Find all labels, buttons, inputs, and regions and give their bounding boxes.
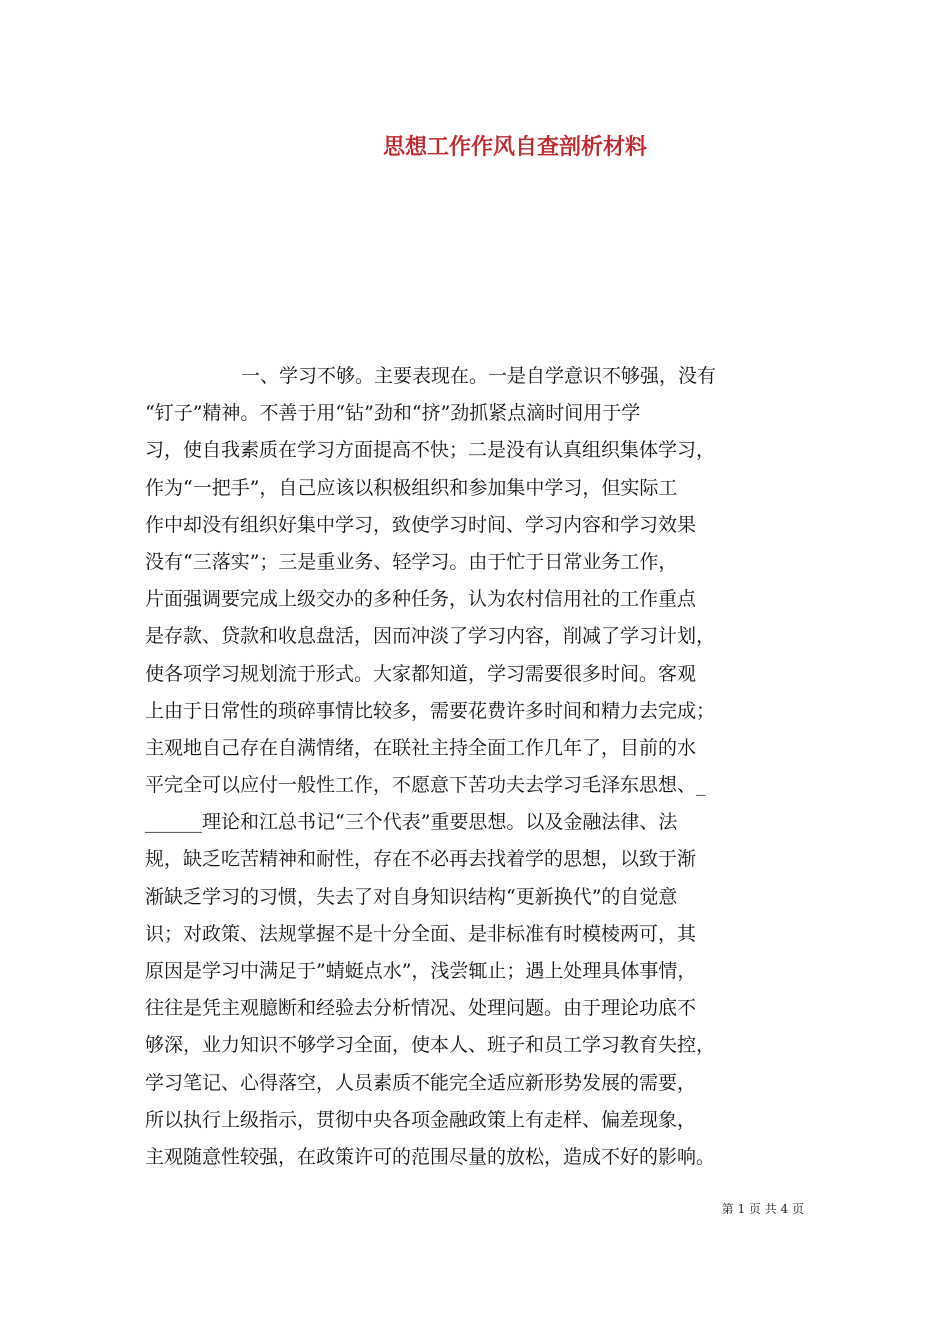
text-line: 片面强调要完成上级交办的多种任务，认为农村信用社的工作重点 [145,588,697,611]
text-line: 所以执行上级指示，贯彻中央各项金融政策上有走样、偏差现象， [145,1108,697,1131]
body-paragraph [145,358,810,1176]
text-line: 够深，业力知识不够学习全面，使本人、班子和员工学习教育失控， [145,1034,716,1057]
text-line: “钉子”精神。不善于用“钻”劲和“挤”劲抓紧点滴时间用于学 [145,402,641,425]
page-title: 思想工作作风自查剖析材料 [382,135,647,160]
text-line: 规，缺乏吃苦精神和耐性，存在不必再去找着学的思想，以致于渐 [145,848,697,871]
text-line: 渐缺乏学习的习惯，失去了对自身知识结构“更新换代”的自觉意 [145,885,678,908]
text-line: 识；对政策、法规掌握不是十分全面、是非标准有时模棱两可，其 [145,922,697,945]
text-line: 上由于日常性的琐碎事情比较多，需要花费许多时间和精力去完成； [145,699,716,722]
text-line: 习，使自我素质在学习方面提高不快；二是没有认真组织集体学习， [145,439,716,462]
text-line: 学习笔记、心得落空，人员素质不能完全适应新形势发展的需要， [145,1071,697,1094]
text-line: 主观随意性较强，在政策许可的范围尽量的放松，造成不好的影响。 [145,1145,716,1168]
text-line: 往往是凭主观臆断和经验去分析情况、处理问题。由于理论功底不 [145,997,697,1020]
text-line: 没有“三落实”；三是重业务、轻学习。由于忙于日常业务工作， [145,550,678,573]
text-line: 作为“一把手”，自己应该以积极组织和参加集中学习，但实际工 [145,476,678,499]
text-line: 原因是学习中满足于”蜻蜓点水”，浅尝辄止；遇上处理具体事情， [145,960,697,982]
text-line: 作中却没有组织好集中学习，致使学习时间、学习内容和学习效果 [145,513,697,536]
text-line: 主观地自己存在自满情绪，在联社主持全面工作几年了，目前的水 [145,736,697,759]
text-line: 使各项学习规划流于形式。大家都知道，学习需要很多时间。客观 [145,662,697,685]
text-line: 一、学习不够。主要表现在。一是自学意识不够强，没有 [241,365,717,387]
text-line: ______理论和江总书记“三个代表”重要思想。以及金融法律、法 [145,811,678,834]
text-line: 平完全可以应付一般性工作，不愿意下苦功夫去学习毛泽东思想、_ [145,774,706,797]
page-number-footer: 第 1 页 共 4 页 [721,1202,804,1216]
text-line: 是存款、贷款和收息盘活，因而冲淡了学习内容，削减了学习计划， [145,625,716,648]
